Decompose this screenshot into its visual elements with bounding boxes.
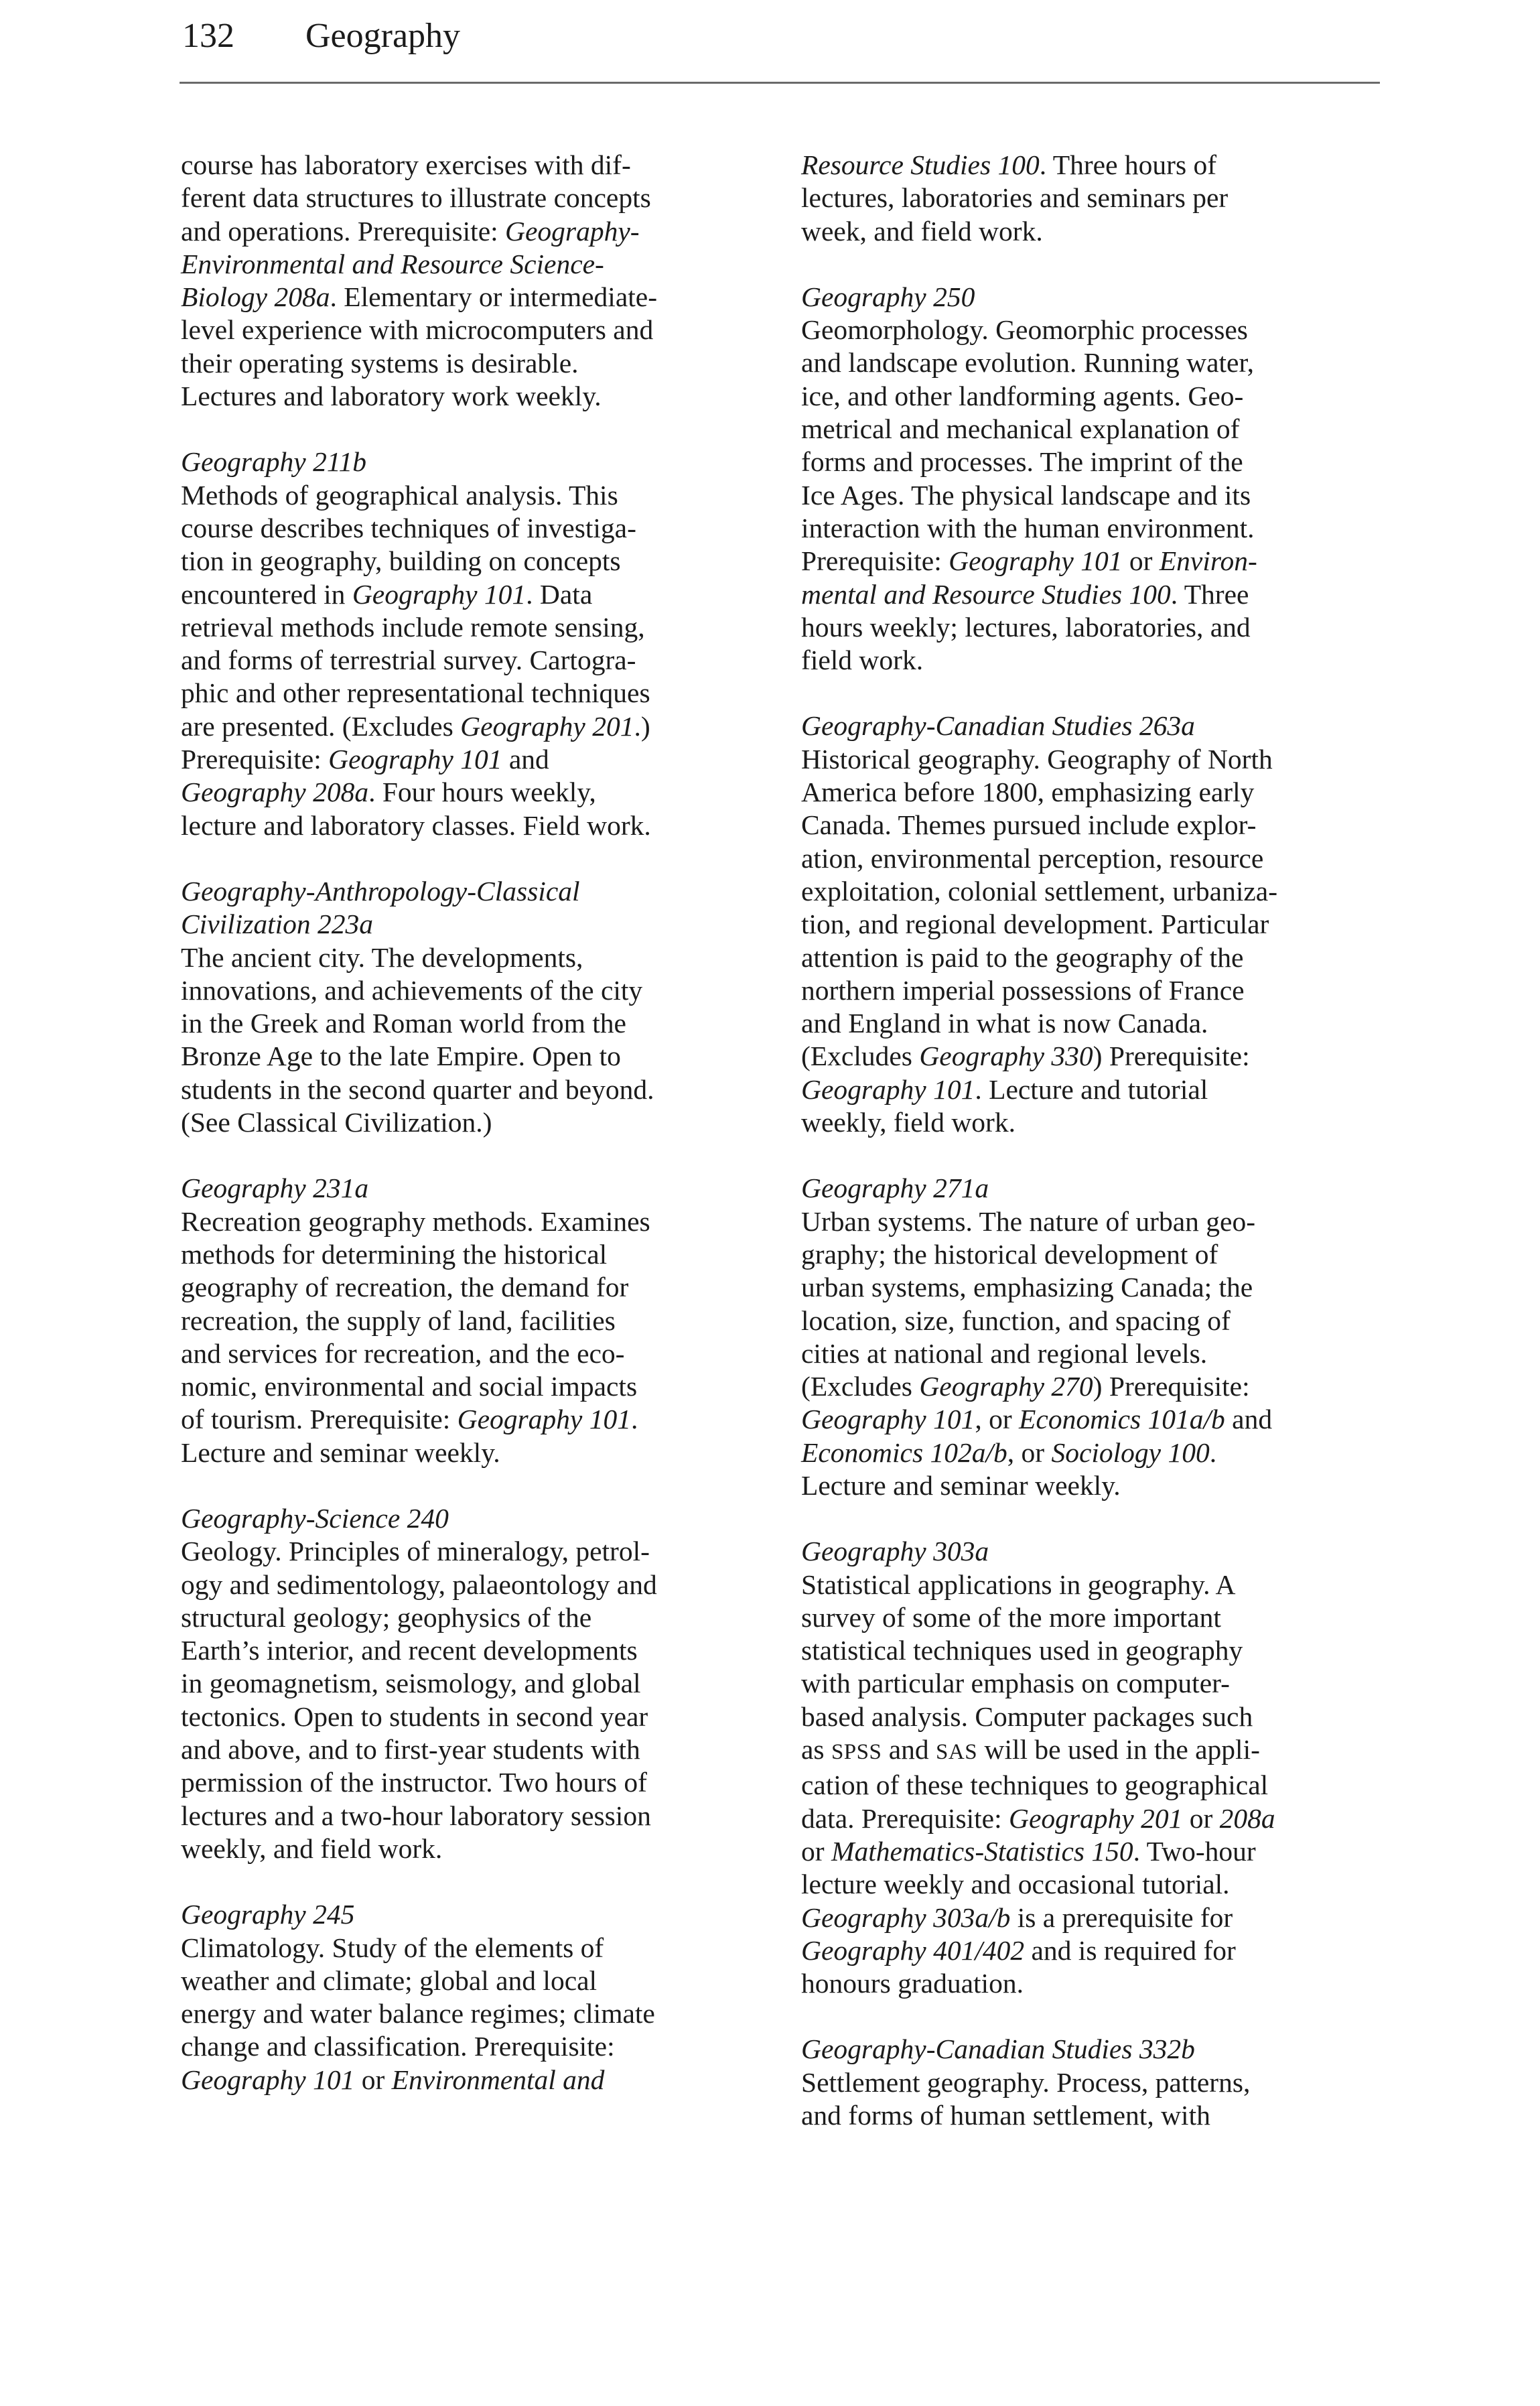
description-line: as SPSS and SAS will be used in the appli- [801,1734,1260,1765]
course-description [181,479,764,842]
course-title [801,1535,1384,1568]
description-line: interaction with the human environment. [801,512,1255,543]
description-line: Climatology. Study of the elements of [181,1932,604,1963]
description-line: ice, and other landforming agents. Geo- [801,380,1244,411]
description-line: Settlement geography. Process, patterns, [801,2066,1251,2098]
description-line: and operations. Prerequisite: Geography- [181,215,640,247]
description-line: course has laboratory exercises with dif- [181,149,631,180]
course-title-line: Geography-Canadian Studies 263a [801,710,1195,742]
description-line: Methods of geographical analysis. This [181,479,618,511]
course-entry [181,1502,764,1865]
description-line: exploitation, colonial settlement, urbaniza- [801,875,1278,907]
course-title-line: Geography 245 [181,1899,355,1930]
course-title [181,875,764,941]
description-line: urban systems, emphasizing Canada; the [801,1272,1253,1303]
description-line: (Excludes Geography 270) Prerequisite: [801,1371,1250,1402]
description-line: their operating systems is desirable. [181,347,579,379]
description-line: forms and processes. The imprint of the [801,446,1243,478]
description-line: Geography 401/402 and is required for [801,1934,1236,1966]
description-line: are presented. (Excludes Geography 201.) [181,710,650,742]
description-line: change and classification. Prerequisite: [181,2031,615,2062]
course-description [801,149,1384,248]
description-line: statistical techniques used in geography [801,1635,1243,1666]
running-head [182,9,460,63]
description-line: or Mathematics-Statistics 150. Two-hour [801,1835,1256,1867]
course-entry [801,1535,1384,2000]
description-line: lecture weekly and occasional tutorial. [801,1869,1230,1900]
description-line: week, and field work. [801,215,1043,247]
header-rule [180,82,1380,84]
description-line: Geomorphology. Geomorphic processes [801,314,1248,346]
course-entry [181,875,764,1139]
description-line: metrical and mechanical explanation of [801,413,1240,445]
description-line: Urban systems. The nature of urban geo- [801,1205,1256,1237]
description-line: ation, environmental perception, resource [801,842,1264,874]
course-description [181,1932,764,2096]
description-line: innovations, and achievements of the city [181,974,643,1006]
description-line: in the Greek and Roman world from the [181,1008,626,1039]
description-line: lecture and laboratory classes. Field work. [181,809,651,841]
description-line: Environmental and Resource Science- [181,248,604,279]
description-line: students in the second quarter and beyond. [181,1073,654,1105]
description-line: encountered in Geography 101. Data [181,578,593,610]
description-line: Resource Studies 100. Three hours of [801,149,1217,180]
description-line: location, size, function, and spacing of [801,1305,1231,1336]
description-line: and forms of terrestrial survey. Cartogra- [181,645,636,676]
course-description [181,1205,764,1469]
description-line: mental and Resource Studies 100. Three [801,578,1249,610]
course-title-line: Geography-Anthropology-Classical [181,875,580,907]
description-line: Lecture and seminar weekly. [181,1436,500,1468]
description-line: Geography 303a/b is a prerequisite for [801,1901,1233,1933]
description-line: weekly, field work. [801,1107,1016,1138]
description-line: of tourism. Prerequisite: Geography 101. [181,1404,638,1435]
description-line: Biology 208a. Elementary or intermediate- [181,281,658,313]
course-description [801,1205,1384,1503]
description-line: and England in what is now Canada. [801,1008,1208,1039]
description-line: ogy and sedimentology, palaeontology and [181,1568,657,1600]
description-line: northern imperial possessions of France [801,974,1245,1006]
course-title [801,710,1384,742]
description-line: Recreation geography methods. Examines [181,1205,650,1237]
course-entry [181,1898,764,2096]
description-line: (See Classical Civilization.) [181,1107,492,1138]
description-line: Prerequisite: Geography 101 and [181,744,549,775]
description-line: retrieval methods include remote sensing, [181,611,645,643]
description-line: America before 1800, emphasizing early [801,777,1255,808]
description-line: (Excludes Geography 330) Prerequisite: [801,1041,1250,1072]
course-description [181,149,764,413]
description-line: methods for determining the historical [181,1238,608,1270]
course-description [801,743,1384,1140]
description-line: recreation, the supply of land, facilities [181,1305,616,1336]
course-title-line: Geography 211b [181,446,367,478]
course-title-line: Geography 231a [181,1173,369,1204]
course-title [801,1172,1384,1205]
description-line: Statistical applications in geography. A [801,1568,1236,1600]
page-number: 132 [182,17,234,55]
description-line: based analysis. Computer packages such [801,1700,1253,1732]
course-description [801,2066,1384,2133]
description-line: Earth’s interior, and recent developments [181,1635,638,1666]
description-line: Geography 101, or Economics 101a/b and [801,1404,1273,1435]
course-entry [801,710,1384,1139]
description-line: weather and climate; global and local [181,1964,598,1996]
description-line: data. Prerequisite: Geography 201 or 208a [801,1802,1275,1834]
course-description [801,314,1384,677]
description-line: Ice Ages. The physical landscape and its [801,479,1251,511]
description-line: tion, and regional development. Particular [801,909,1269,940]
course-entry [181,149,764,413]
description-line: course describes techniques of investiga- [181,512,636,543]
description-line: Geography 101 or Environmental and [181,2064,605,2095]
description-line: The ancient city. The developments, [181,941,583,973]
description-line: Geography 208a. Four hours weekly, [181,777,596,808]
course-title-line: Geography 271a [801,1173,989,1204]
description-line: attention is paid to the geography of the [801,941,1244,973]
description-line: hours weekly; lectures, laboratories, and [801,611,1251,643]
section-title: Geography [305,17,461,55]
course-title-line: Geography 250 [801,281,975,312]
description-line: Lecture and seminar weekly. [801,1469,1121,1501]
description-line: survey of some of the more important [801,1601,1221,1633]
description-line: and above, and to first-year students with [181,1734,640,1765]
course-title-line: Geography 303a [801,1536,989,1567]
course-entry [801,2033,1384,2132]
left-column [181,149,764,2129]
description-line: Prerequisite: Geography 101 or Environ- [801,545,1257,577]
course-title [801,281,1384,314]
description-line: tectonics. Open to students in second year [181,1700,648,1732]
description-line: and landscape evolution. Running water, [801,347,1254,379]
description-line: tion in geography, building on concepts [181,545,621,577]
course-title [181,1898,764,1931]
description-line: Historical geography. Geography of North [801,743,1273,775]
description-line: Geology. Principles of mineralogy, petrol- [181,1536,650,1567]
description-line: in geomagnetism, seismology, and global [181,1668,641,1699]
description-line: Bronze Age to the late Empire. Open to [181,1041,621,1072]
description-line: weekly, and field work. [181,1832,443,1864]
description-line: permission of the instructor. Two hours of [181,1767,647,1798]
description-line: and services for recreation, and the eco- [181,1337,625,1369]
description-line: Lectures and laboratory work weekly. [181,381,602,412]
description-line: cation of these techniques to geographical [801,1769,1269,1801]
course-title [181,1172,764,1205]
course-entry [801,281,1384,677]
course-entry [181,446,764,842]
course-entry [801,149,1384,248]
course-title [181,1502,764,1535]
description-line: nomic, environmental and social impacts [181,1371,638,1402]
description-line: field work. [801,645,924,676]
course-entry [801,1172,1384,1502]
description-line: phic and other representational techniques [181,677,650,709]
description-line: geography of recreation, the demand for [181,1272,629,1303]
description-line: lectures, laboratories and seminars per [801,182,1229,214]
description-line: Economics 102a/b, or Sociology 100. [801,1436,1217,1468]
description-line: structural geology; geophysics of the [181,1601,592,1633]
description-line: ferent data structures to illustrate concepts [181,182,651,214]
description-line: lectures and a two-hour laboratory session [181,1800,651,1831]
right-column [801,149,1384,2165]
description-line: level experience with microcomputers and [181,314,654,346]
course-entry [181,1172,764,1469]
description-line: graphy; the historical development of [801,1238,1218,1270]
course-title-line: Civilization 223a [181,909,374,940]
description-line: cities at national and regional levels. [801,1337,1208,1369]
course-description [181,941,764,1140]
course-title [801,2033,1384,2066]
course-title-line: Geography-Canadian Studies 332b [801,2033,1195,2065]
description-line: Geography 101. Lecture and tutorial [801,1073,1208,1105]
description-line: energy and water balance regimes; climate [181,1998,655,2029]
course-title [181,446,764,478]
description-line: and forms of human settlement, with [801,2100,1210,2131]
course-description [801,1568,1384,2001]
description-line: with particular emphasis on computer- [801,1668,1230,1699]
description-line: Canada. Themes pursued include explor- [801,809,1257,841]
course-description [181,1535,764,1865]
description-line: honours graduation. [801,1968,1024,1999]
course-title-line: Geography-Science 240 [181,1502,449,1534]
